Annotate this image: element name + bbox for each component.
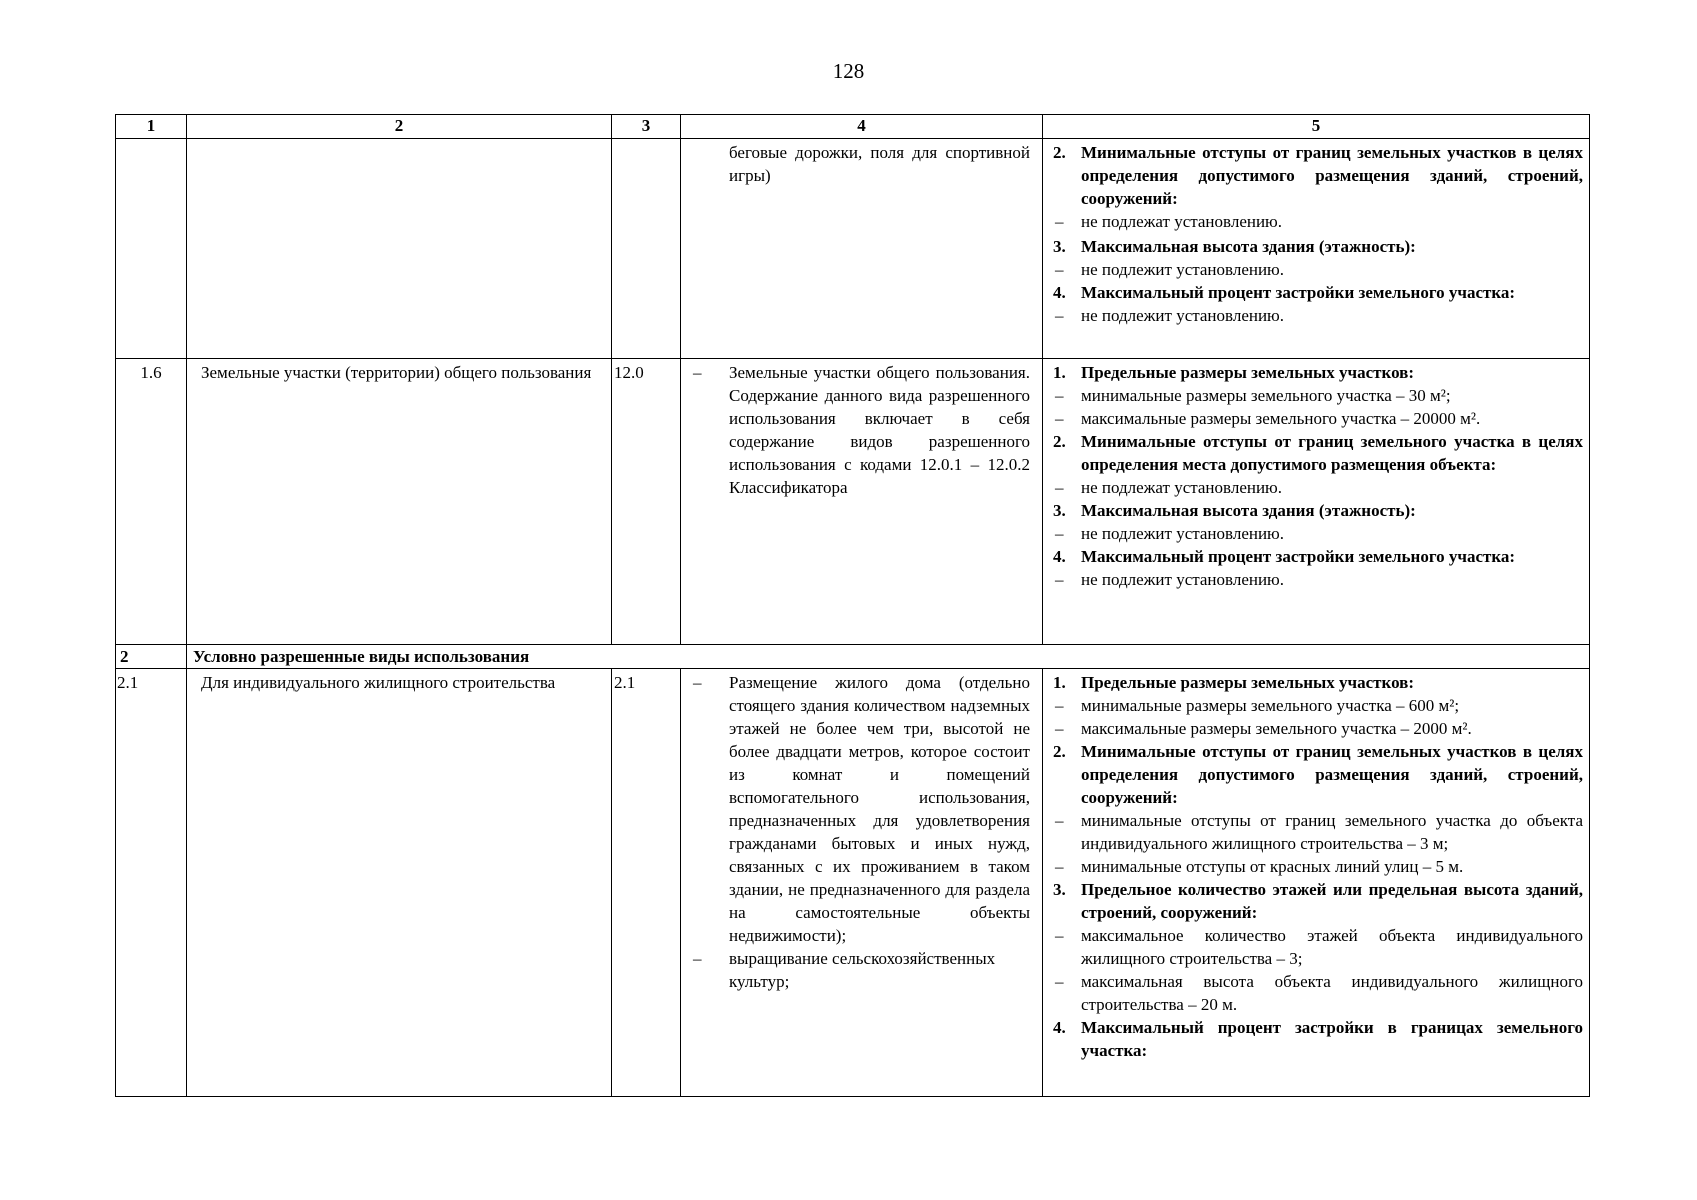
list-item: 3. Максимальная высота здания (этажность): xyxy=(1053,501,1416,520)
row-a-description-text: беговые дорожки, поля для спортивной игры) xyxy=(729,143,1030,185)
list-item: – не подлежит установлению. xyxy=(1055,524,1285,543)
list-item: – максимальная высота объекта индивидуального жилищного строительства – 20 м. xyxy=(1055,972,1583,1014)
row-c-code: 2.1 xyxy=(612,669,681,1097)
bullet-dash: – xyxy=(693,363,702,382)
list-item: 2. Минимальные отступы от границ земельных участков в целях определения допустимого размещения зданий, строений, сооружений: xyxy=(1053,143,1583,208)
row-c-name: Для индивидуального жилищного строительства xyxy=(187,669,612,1097)
list-item: 3. Максимальная высота здания (этажность): xyxy=(1053,237,1416,256)
list-item: – минимальные размеры земельного участка – 30 м²; xyxy=(1055,386,1451,405)
row-c-description xyxy=(681,669,1043,1097)
list-item: 4. Максимальный процент застройки земельного участка: xyxy=(1053,283,1516,302)
list-item: – минимальные размеры земельного участка – 600 м²; xyxy=(1055,696,1460,715)
row-a-code xyxy=(612,139,681,359)
section-title: Условно разрешенные виды использования xyxy=(187,645,1590,669)
list-item: 2. Минимальные отступы от границ земельных участков в целях определения допустимого размещения зданий, строений, сооружений: xyxy=(1053,742,1583,807)
list-item: 1. Предельные размеры земельных участков: xyxy=(1053,363,1415,382)
row-a-description xyxy=(681,139,1043,359)
list-item: – минимальные отступы от границ земельного участка до объекта индивидуального жилищного строительства – 3 м; xyxy=(1055,811,1583,853)
row-b-num: 1.6 xyxy=(116,359,187,645)
header-col-1: 1 xyxy=(116,115,187,139)
list-item: – не подлежит установлению. xyxy=(1055,260,1285,279)
section-num: 2 xyxy=(116,645,187,669)
row-b-parameters xyxy=(1043,359,1590,645)
row-c-num: 2.1 xyxy=(116,669,187,1097)
bullet-dash: – xyxy=(693,949,702,968)
row-b-description-text: Земельные участки общего пользования. Содержание данного вида разрешенного использования включает в себя содержание видов разрешенного использования с кодами 12.0.1 – 12.0.2 Классификатора xyxy=(729,363,1030,497)
list-item: – не подлежит установлению. xyxy=(1055,306,1285,325)
header-col-4: 4 xyxy=(681,115,1043,139)
row-b-description xyxy=(681,359,1043,645)
row-a-parameters xyxy=(1043,139,1590,359)
row-b-name: Земельные участки (территории) общего пользования xyxy=(187,359,612,645)
section-row xyxy=(116,645,1590,669)
row-a-num xyxy=(116,139,187,359)
list-item: 4. Максимальный процент застройки в границах земельного участка: xyxy=(1053,1018,1583,1060)
row-c-parameters xyxy=(1043,669,1590,1097)
row-c-description-text-1: Размещение жилого дома (отдельно стоящего здания количеством надземных этажей не более чем три, высотой не более двадцати метров, которое состоит из комнат и помещений вспомогательного использования, предназначенных для удовлетворения гражданами бытовых и иных нужд, связанных с их проживанием в таком здании, не предназначенного для раздела на самостоятельные объекты недвижимости); xyxy=(729,673,1030,945)
bullet-dash: – xyxy=(693,673,702,692)
header-col-5: 5 xyxy=(1043,115,1590,139)
header-col-2: 2 xyxy=(187,115,612,139)
list-item: 2. Минимальные отступы от границ земельного участка в целях определения места допустимого размещения объекта: xyxy=(1053,432,1583,474)
list-item: 4. Максимальный процент застройки земельного участка: xyxy=(1053,547,1516,566)
row-a-name xyxy=(187,139,612,359)
row-b-code: 12.0 xyxy=(612,359,681,645)
list-item: – не подлежит установлению. xyxy=(1055,570,1285,589)
page-number: 128 xyxy=(832,59,865,83)
list-item: – не подлежат установлению. xyxy=(1055,478,1283,497)
table-row xyxy=(116,669,1590,1097)
regulations-table xyxy=(115,114,1590,1097)
list-item: – не подлежат установлению. xyxy=(1055,212,1283,231)
list-item: 1. Предельные размеры земельных участков: xyxy=(1053,673,1415,692)
list-item: – максимальные размеры земельного участка – 20000 м². xyxy=(1055,409,1481,428)
row-c-description-text-2: выращивание сельскохозяйственных культур; xyxy=(729,949,996,991)
header-col-3: 3 xyxy=(612,115,681,139)
list-item: – минимальные отступы от красных линий улиц – 5 м. xyxy=(1055,857,1464,876)
table-row xyxy=(116,139,1590,359)
list-item: 3. Предельное количество этажей или предельная высота зданий, строений, сооружений: xyxy=(1053,880,1583,922)
list-item: – максимальные размеры земельного участка – 2000 м². xyxy=(1055,719,1472,738)
list-item: – максимальное количество этажей объекта индивидуального жилищного строительства – 3; xyxy=(1055,926,1583,968)
table-row xyxy=(116,359,1590,645)
table-header-row xyxy=(116,115,1590,139)
